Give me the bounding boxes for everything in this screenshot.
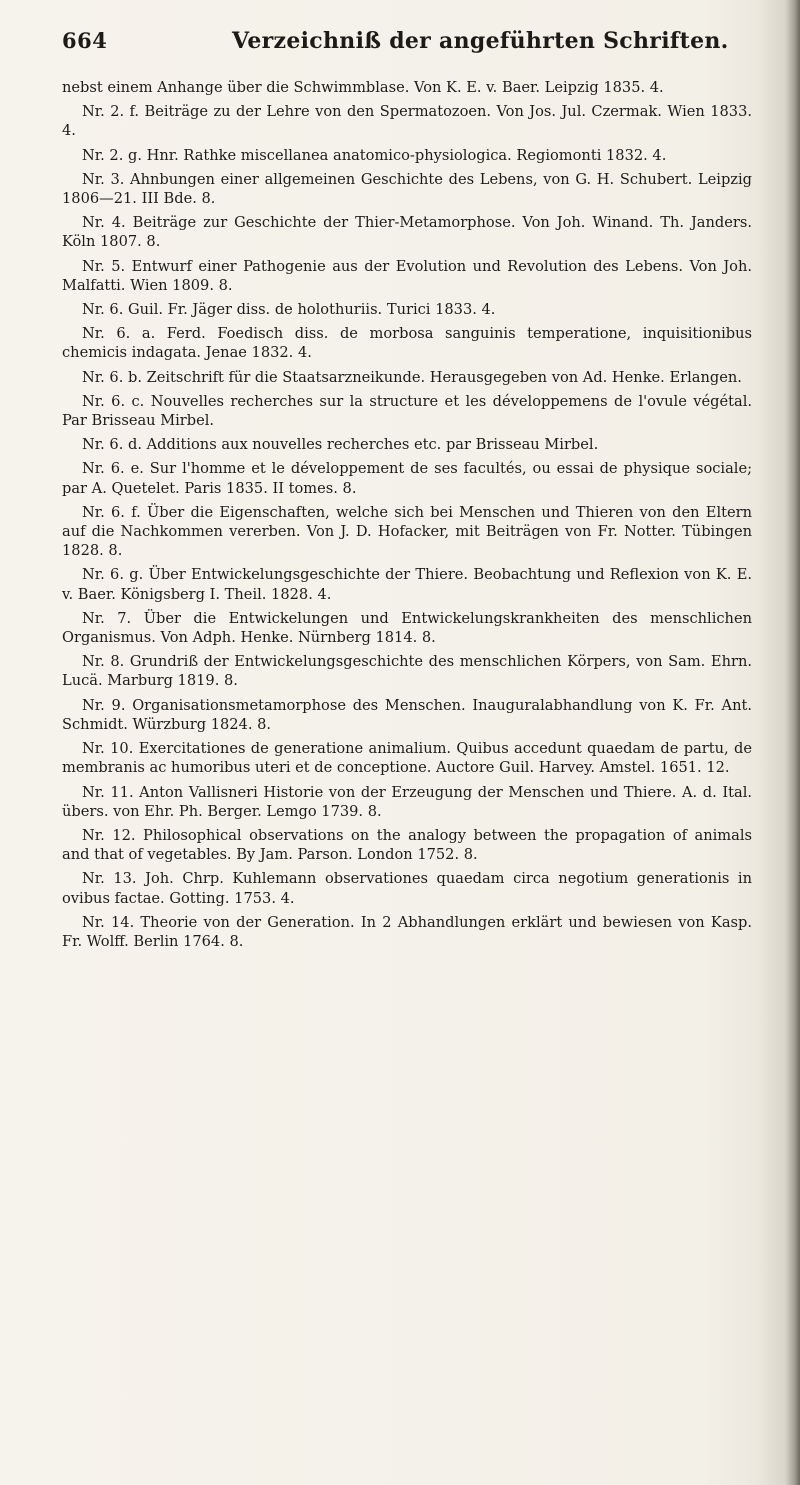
bibliography-entry	[62, 102, 752, 140]
entry-text: Nr. 7. Über die Entwickelungen und Entwickelungskrankheiten des menschlichen Organismus. Von Adph. Henke. Nürnberg 1814. 8.	[62, 609, 752, 647]
bibliography-entry	[62, 213, 752, 251]
entry-text: nebst einem Anhange über die Schwimmblase. Von K. E. v. Baer. Leipzig 1835. 4.	[62, 79, 664, 96]
entry-text: Nr. 6. c. Nouvelles recherches sur la structure et les développemens de l'ovule végétal. Par Brisseau Mirbel.	[62, 392, 752, 430]
entry-text: Nr. 6. Guil. Fr. Jäger diss. de holothuriis. Turici 1833. 4.	[82, 301, 496, 319]
entry-text: Nr. 6. f. Über die Eigenschaften, welche sich bei Menschen und Thieren von den Eltern auf die Nachkommen vererben. Von J. D. Hofacker, mit Beiträgen von Fr. Notter. Tübingen 1828. 8.	[62, 503, 752, 560]
entry-text: Nr. 14. Theorie von der Generation. In 2 Abhandlungen erklärt und bewiesen von Kasp. Fr. Wolff. Berlin 1764. 8.	[62, 913, 752, 950]
bibliography-entry	[62, 300, 752, 319]
bibliography-entry	[62, 652, 752, 690]
entry-text: Nr. 10. Exercitationes de generatione animalium. Quibus accedunt quaedam de partu, de membranis ac humoribus uteri et de conceptione. Auctore Guil. Harvey. Amstel. 1651. 12.	[62, 740, 752, 777]
entry-text: Nr. 2. f. Beiträge zu der Lehre von den Spermatozoen. Von Jos. Jul. Czermak. Wien 1833. 4.	[62, 103, 752, 140]
entry-text: Nr. 5. Entwurf einer Pathogenie aus der Evolution und Revolution des Lebens. Von Joh. Malfatti. Wien 1809. 8.	[62, 257, 752, 294]
bibliography-entry	[62, 869, 752, 907]
bibliography-entry	[62, 435, 752, 454]
page-number: 664	[62, 28, 108, 53]
entry-text: Nr. 2. g. Hnr. Rathke miscellanea anatomico-physiologica. Regiomonti 1832. 4.	[82, 146, 667, 164]
entry-text: Nr. 11. Anton Vallisneri Historie von der Erzeugung der Menschen und Thiere. A. d. Ital. übers. von Ehr. Ph. Berger. Lemgo 1739. 8.	[62, 783, 752, 820]
bibliography-entry	[62, 146, 752, 165]
bibliography-entry	[62, 368, 752, 387]
bibliography-entry	[62, 826, 752, 864]
bibliography-entry	[62, 696, 752, 734]
entry-text: Nr. 6. g. Über Entwickelungsgeschichte der Thiere. Beobachtung und Reflexion von K. E. v. Baer. Königsberg I. Theil. 1828. 4.	[62, 566, 752, 603]
bibliography-entry	[62, 609, 752, 647]
bibliography-entry	[62, 503, 752, 561]
entry-text: Nr. 6. b. Zeitschrift für die Staatsarzneikunde. Herausgegeben von Ad. Henke. Erlangen.	[82, 368, 742, 386]
bibliography-entry	[62, 392, 752, 430]
bibliography-entry	[62, 739, 752, 777]
bibliography-entry	[62, 565, 752, 603]
entry-text: Nr. 6. e. Sur l'homme et le développement de ses facultés, ou essai de physique sociale; par A. Quetelet. Paris 1835. II tomes. 8.	[62, 460, 752, 497]
entry-text: Nr. 3. Ahnbungen einer allgemeinen Geschichte des Lebens, von G. H. Schubert. Leipzig 1806—21. III Bde. 8.	[62, 170, 752, 208]
entry-text: Nr. 12. Philosophical observations on the analogy between the propagation of animals and that of vegetables. By Jam. Parson. London 1752. 8.	[62, 826, 752, 864]
page-header	[62, 22, 752, 62]
entry-text: Nr. 6. d. Additions aux nouvelles recherches etc. par Brisseau Mirbel.	[82, 436, 599, 454]
entry-text: Nr. 6. a. Ferd. Foedisch diss. de morbosa sanguinis temperatione, inquisitionibus chemicis indagata. Jenae 1832. 4.	[62, 325, 752, 362]
bibliography-list	[62, 78, 752, 956]
entry-text: Nr. 4. Beiträge zur Geschichte der Thier-Metamorphose. Von Joh. Winand. Th. Janders. Köln 1807. 8.	[62, 214, 752, 251]
bibliography-entry	[62, 257, 752, 295]
entry-text: Nr. 9. Organisationsmetamorphose des Menschen. Inauguralabhandlung von K. Fr. Ant. Schmidt. Würzburg 1824. 8.	[62, 696, 752, 733]
entry-text: Nr. 8. Grundriß der Entwickelungsgeschichte des menschlichen Körpers, von Sam. Ehrn. Lucä. Marburg 1819. 8.	[62, 653, 752, 690]
page-edge-shadow	[786, 0, 800, 1485]
bibliography-entry	[62, 324, 752, 362]
bibliography-entry	[62, 783, 752, 821]
bibliography-entry	[62, 170, 752, 208]
bibliography-entry	[62, 459, 752, 497]
bibliography-entry	[62, 913, 752, 951]
running-title: Verzeichniß der angeführten Schriften.	[232, 28, 729, 54]
entry-text: Nr. 13. Joh. Chrp. Kuhlemann observationes quaedam circa negotium generationis in ovibus factae. Gotting. 1753. 4.	[62, 870, 752, 907]
bibliography-entry	[62, 78, 752, 97]
